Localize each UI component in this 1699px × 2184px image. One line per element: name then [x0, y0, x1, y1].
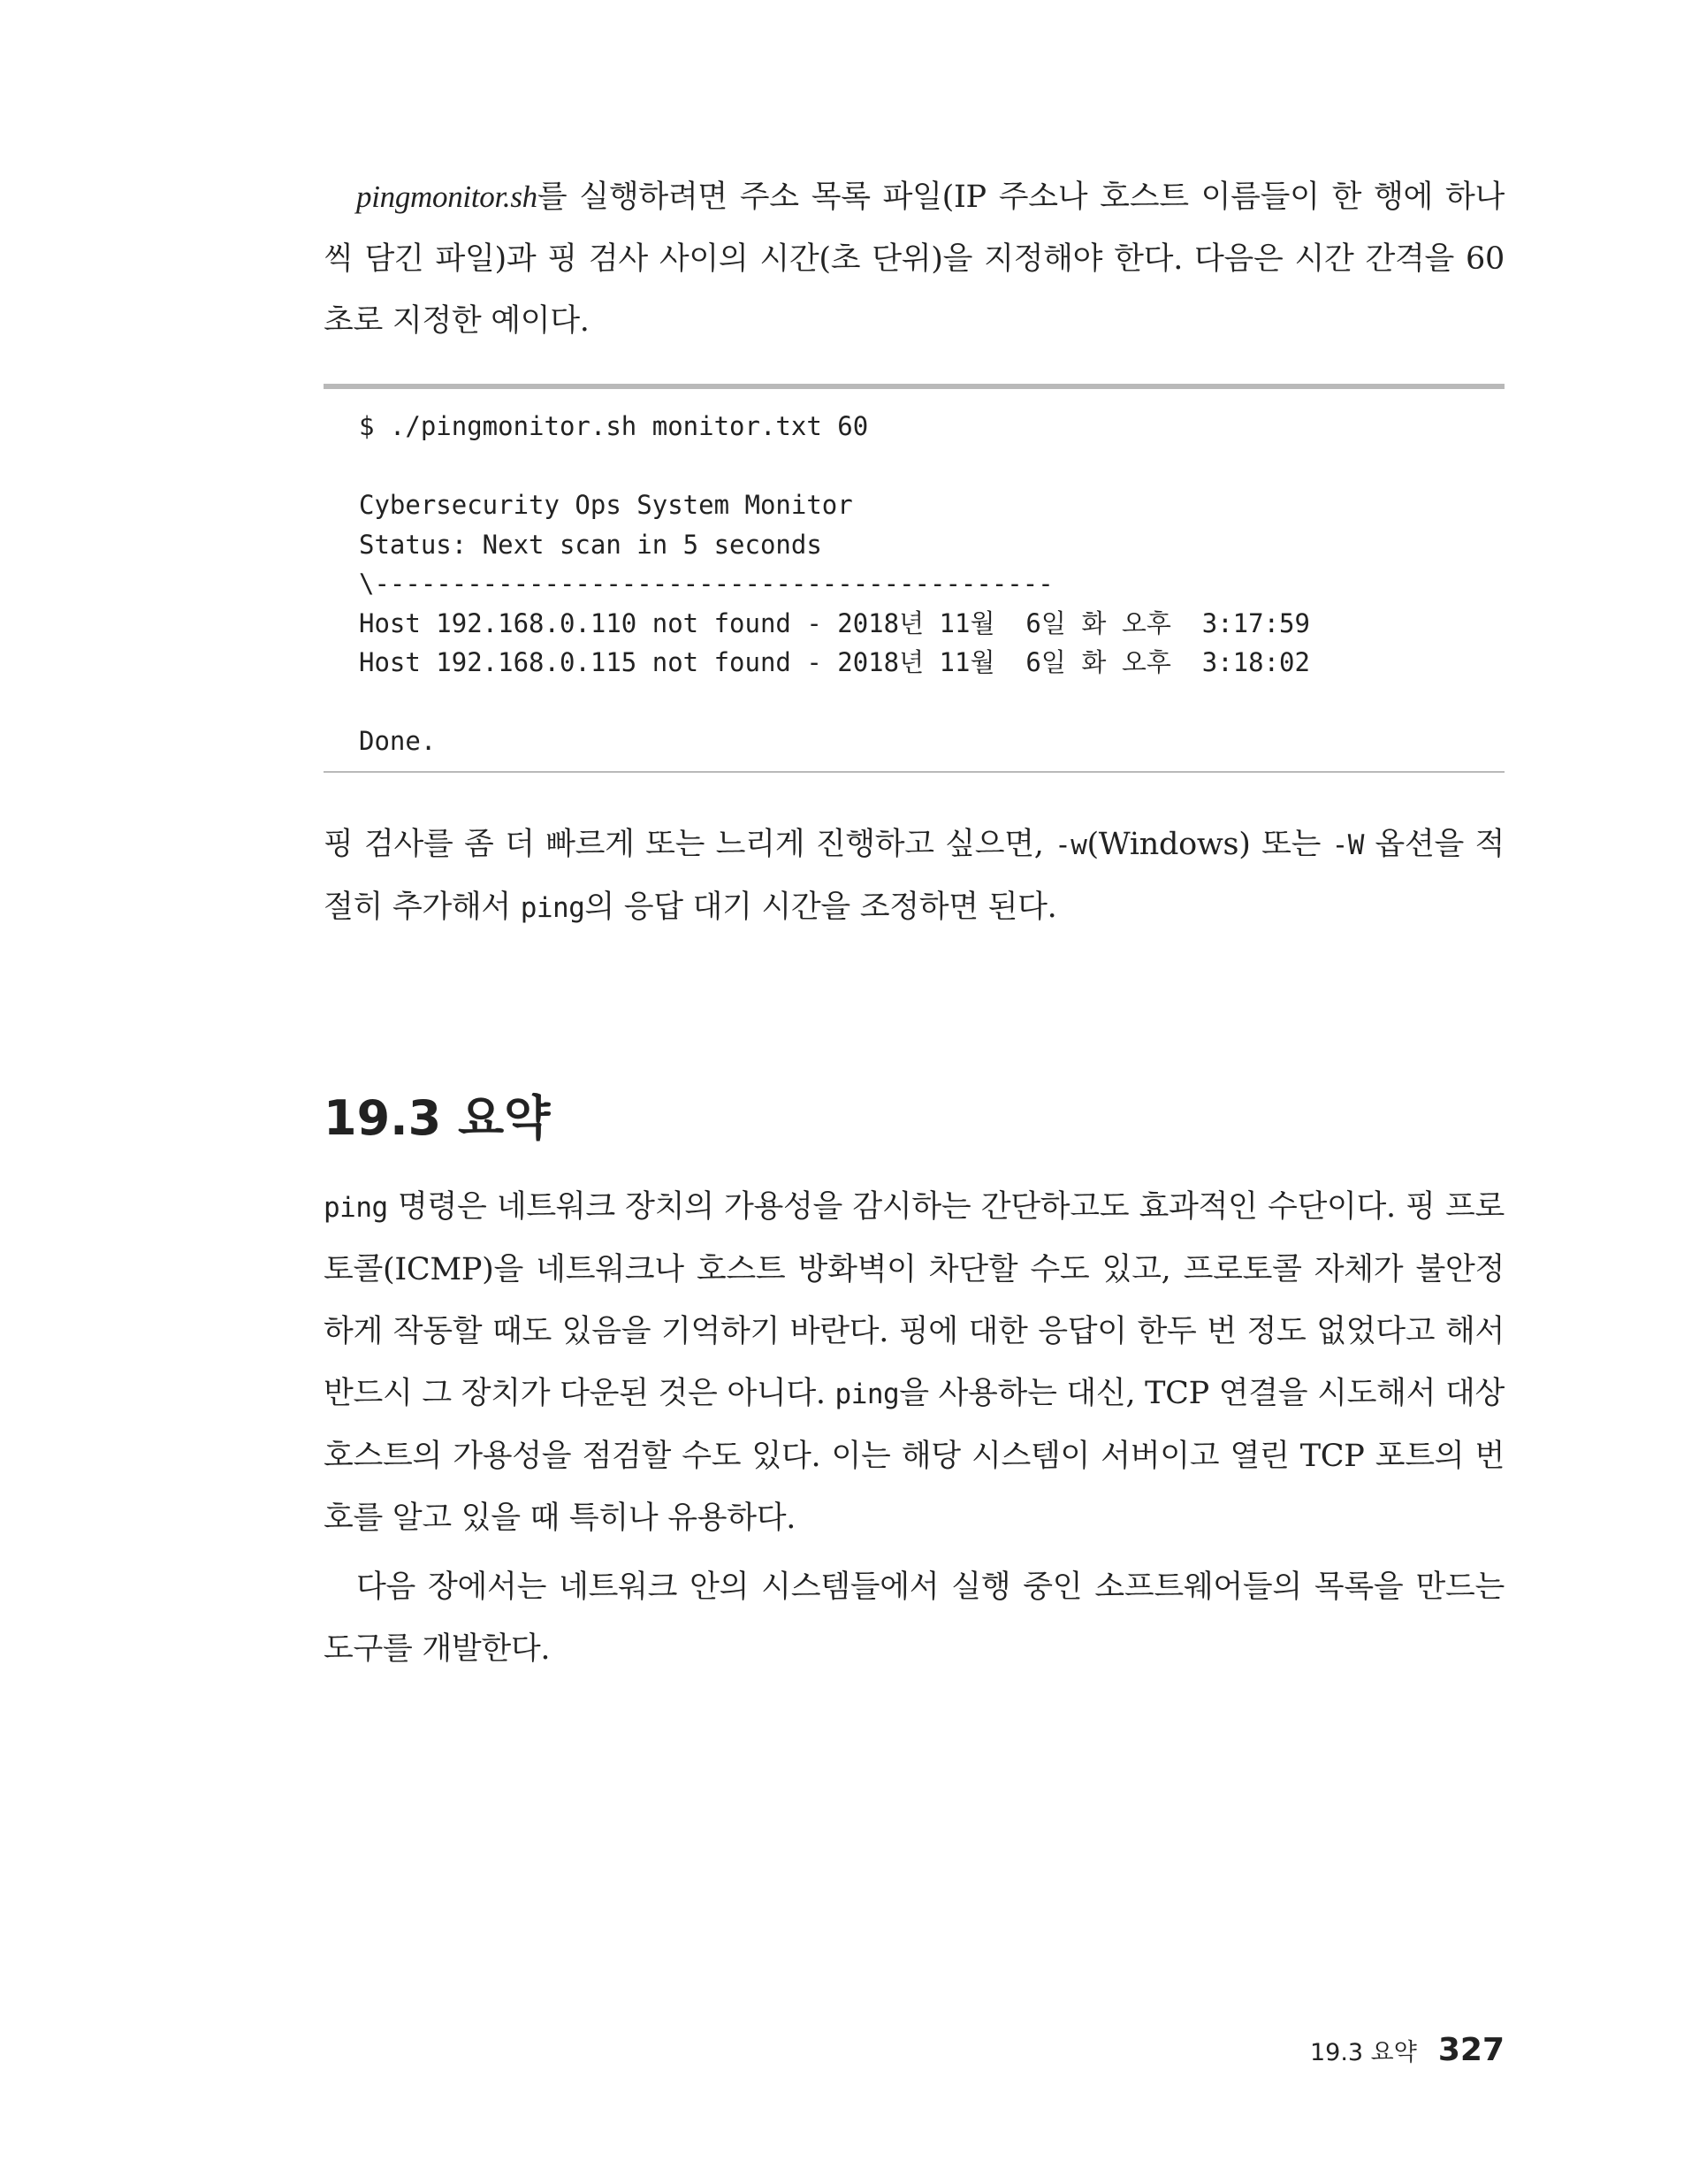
option-W-code: -W — [1331, 829, 1364, 861]
code-line: Cybersecurity Ops System Monitor — [359, 490, 853, 520]
intro-paragraph — [324, 166, 1505, 352]
summary-text-2: 을 사용하는 대신, TCP 연결을 시도해서 대상 호스트의 가용성을 점검할 수도 있다. 이는 해당 시스템이 서버이고 열린 TCP 포트의 번호를 알고 있을 때 특히나 유용하다. — [324, 1376, 1505, 1536]
page-footer — [1310, 2032, 1505, 2068]
script-filename: pingmonitor.sh — [356, 179, 537, 214]
summary-text-1: 명령은 네트워크 장치의 가용성을 감시하는 간단하고도 효과적인 수단이다. 핑 프로토콜(ICMP)을 네트워크나 호스트 방화벽이 차단할 수도 있고, 프로토콜 자체가 불안정하게 작동할 때도 있음을 기억하기 바란다. 핑에 대한 응답이 한두 번 정도 없었다고 해서 반드시 그 장치가 다운된 것은 아니다. — [324, 1189, 1505, 1411]
code-line: Host 192.168.0.115 not found - 2018년 11월 6일 화 오후 3:18:02 — [359, 647, 1310, 677]
code-block — [324, 384, 1505, 773]
options-text-1: 핑 검사를 좀 더 빠르게 또는 느리게 진행하고 싶으면, — [324, 827, 1055, 862]
options-text-2: (Windows) 또는 — [1086, 827, 1332, 862]
page-number: 327 — [1437, 2032, 1505, 2068]
footer-section-label: 19.3 요약 — [1309, 2039, 1417, 2066]
code-line: Status: Next scan in 5 seconds — [359, 529, 822, 560]
options-text-4: 의 응답 대기 시간을 조정하면 된다. — [584, 890, 1057, 925]
ping-code: ping — [834, 1378, 900, 1410]
ping-code: ping — [520, 892, 585, 924]
section-heading: 19.3 요약 — [324, 1090, 551, 1146]
code-line: Host 192.168.0.110 not found - 2018년 11월 6일 화 오후 3:17:59 — [359, 607, 1310, 638]
code-line: Done. — [359, 726, 437, 756]
ping-code: ping — [324, 1192, 388, 1224]
code-line: \-------------------------------------------- — [359, 569, 1054, 599]
code-line: $ ./pingmonitor.sh monitor.txt 60 — [359, 411, 869, 441]
book-page — [324, 0, 1505, 2184]
summary-paragraph — [324, 1176, 1505, 1549]
options-paragraph — [324, 813, 1505, 939]
code-output — [359, 407, 1310, 761]
intro-text: 를 실행하려면 주소 목록 파일(IP 주소나 호스트 이름들이 한 행에 하나씩 담긴 파일)과 핑 검사 사이의 시간(초 단위)을 지정해야 한다. 다음은 시간 간격을 60초로 지정한 예이다. — [324, 179, 1505, 339]
options-text-3: 옵션을 적절히 추가해서 — [324, 827, 1505, 925]
option-w-code: -w — [1055, 829, 1087, 861]
next-chapter-paragraph: 다음 장에서는 네트워크 안의 시스템들에서 실행 중인 소프트웨어들의 목록을 만드는 도구를 개발한다. — [324, 1569, 1505, 1667]
